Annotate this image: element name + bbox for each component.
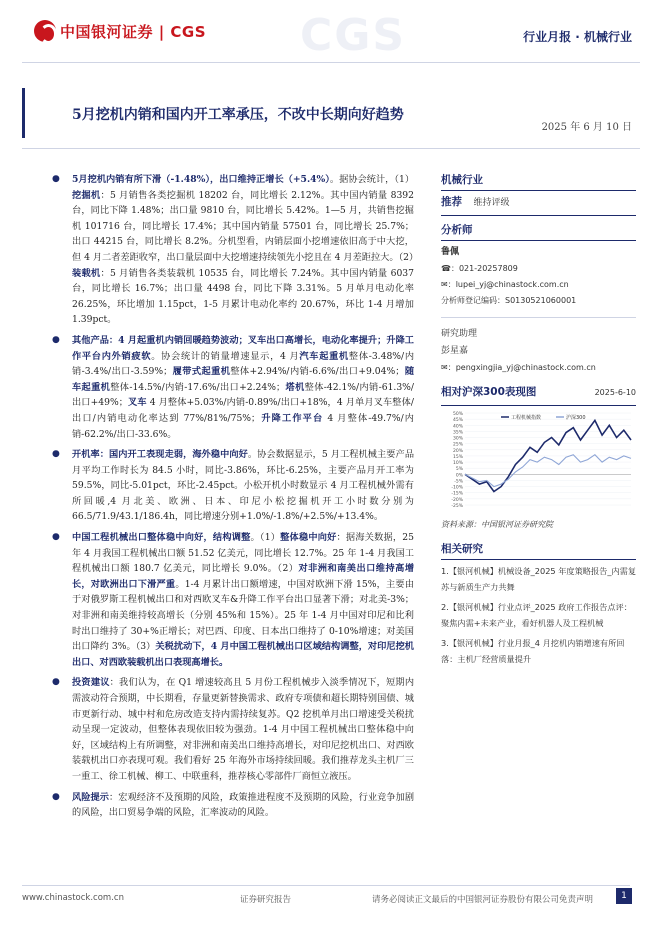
paragraph-operating-rate: ● 开机率：国内开工表现走弱，海外稳中向好。协会数据显示，5 月工程机械主要产品月平均工作时长为 84.5 小时，同比-3.86%，环比-6.25%，主要产品月开工率为 59.5%，同比-5.01pct，环比-2.45pct。小松开机小时数显示 4 月工程机械外需有所回暖,4 月北美、欧洲、日本、印尼小松挖掘机开工小时数分别为 66.5/71.9/43.1/186.4h，同比增速分别+1.0%/-1.8%/+2.5%/+13.4%。	[52, 449, 415, 523]
y-tick-label: 5%	[455, 467, 463, 473]
chart-source: 资料来源：中国银河证券研究院	[441, 520, 553, 529]
brand-logo-icon	[34, 20, 56, 42]
y-tick-label: -20%	[451, 497, 463, 503]
related-heading: 相关研究	[441, 543, 483, 555]
analyst-cert: 分析师登记编码：S0130521060001	[441, 296, 577, 305]
chart-svg	[441, 409, 636, 517]
rating-row	[441, 194, 636, 212]
y-tick-label: 45%	[452, 418, 463, 424]
bullet-icon: ●	[52, 677, 60, 688]
y-tick-label: 20%	[452, 448, 463, 454]
series-line-2	[465, 455, 631, 487]
relative-performance-chart	[441, 409, 636, 517]
assistant-name: 彭星嘉	[441, 346, 469, 356]
legend-label: 沪深300	[566, 415, 586, 421]
paragraph-exports: ● 中国工程机械出口整体稳中向好，结构调整。（1）整体稳中向好：据海关数据，25 年 4 月我国工程机械出口额 51.52 亿美元，同比增长 12.7%。25 年 1-4 月我国工程机械出口额 180.7 亿美元，同比增长 9.0%。（2）对非洲和南美出口维持高增长，对欧洲出口下滑严重。1-4 月累计出口额增速，中国对欧洲下滑 15%，主要由于对俄罗斯工程机械出口和对西欧叉车&升降工作平台出口显著下滑；对北美-3%；对非洲和南美维持较高增长（分别 45%和 15%）。25 年 1-4 月中国对印尼和比利时出口维持了 30+%正增长；对巴西、印度、日本出口维持了 0-10%增速；对美国出口降约 3%。（3）关税扰动下，4 月中国工程机械出口区域结构调整，对印尼挖机出口、对西欧装载机出口表现高增长。	[52, 532, 415, 668]
report-date: 2025 年 6 月 10 日	[541, 122, 632, 133]
title-divider	[22, 148, 640, 149]
sidebar	[441, 172, 636, 667]
y-tick-label: -25%	[451, 504, 463, 509]
y-tick-label: 50%	[452, 412, 463, 417]
paragraph-excavator: ● 5月挖机内销有所下滑（-1.48%），出口维持正增长（+5.4%）。据协会统计，（1）挖掘机：5 月销售各类挖掘机 18202 台，同比增长 2.12%。其中国内销量 8392 台，同比下降 1.48%；出口量 9810 台，同比增长 5.42%。1—5 月，共销售挖掘机 101716 台，同比增长 17.4%；其中国内销量 57501 台，同比增长 25.7%；出口 44215 台，同比增长 8.2%。分机型看，内销层面小挖增速依旧高于中大挖，但 4 月二者差距收窄，出口量层面中大挖增速持续领先小挖且在 4 月差距拉大。（2）装载机：5 月销售各类装载机 10535 台，同比增长 7.24%。其中国内销量 6037 台，同比增长 16.7%；出口量 4498 台，同比下降 3.31%。5 月单月电动化率 26.25%，环比增加 1.15pct，1-5 月累计电动化率约 20.67%，环比 1-4 月增加 1.39pct。	[52, 174, 419, 326]
footer-site[interactable]: www.chinastock.com.cn	[22, 893, 124, 903]
assistant-email[interactable]: ✉：pengxingjia_yj@chinastock.com.cn	[441, 363, 596, 372]
y-tick-label: -15%	[451, 491, 463, 497]
chart-date: 2025-6-10	[594, 388, 636, 397]
paragraph-other-products: ● 其他产品：4 月起重机内销回暖趋势波动；叉车出口高增长，电动化率提升；升降工作平台内外销疲软。协会统计的销量增速显示，4 月汽车起重机整体-3.48%/内销-3.4%/出口-3.59%；履带式起重机整体+2.94%/内销-6.6%/出口+9.04%；随车起重机整体-14.5%/内销-17.6%/出口+2.24%；塔机整体-42.1%/内销-61.3%/出口+49%；叉车 4 月整体+5.03%/内销-0.89%/出口+18%，4 月单月叉车整体/出口/内销电动化率达到 77%/81%/75%；升降工作平台 4 月整体-49.7%/内销-62.2%/出口-33.6%。	[52, 334, 415, 440]
rating-label: 推荐	[441, 196, 462, 208]
analyst-email[interactable]: ✉：lupei_yj@chinastock.com.cn	[441, 280, 569, 289]
footer-disclaimer: 请务必阅读正文最后的中国银河证券股份有限公司免责声明	[372, 895, 594, 905]
para-heading: 风险提示	[72, 791, 109, 803]
y-tick-label: -10%	[451, 485, 463, 491]
related-report-3[interactable]: 3.【银河机械】行业月报_4 月挖机内销增速有所回落：主机厂经营质量提升	[441, 638, 625, 664]
chart-header	[441, 384, 636, 402]
footer-divider	[22, 885, 630, 886]
page-number: 1	[616, 888, 632, 904]
analyst-name: 鲁佩	[441, 247, 460, 257]
report-title: 5月挖机内销和国内开工率承压，不改中长期向好趋势	[72, 107, 404, 123]
sidebar-divider	[441, 190, 636, 191]
bullet-icon: ●	[52, 791, 60, 802]
header-divider	[22, 62, 640, 63]
analyst-phone: ☎：021-20257809	[441, 264, 518, 273]
chart-title: 相对沪深300表现图	[441, 386, 537, 398]
bullet-icon: ●	[52, 449, 60, 460]
y-tick-label: 35%	[452, 430, 463, 436]
sidebar-divider	[441, 317, 636, 318]
assistant-heading: 研究助理	[441, 329, 478, 339]
bullet-icon: ●	[52, 532, 60, 543]
rating-value: 维持评级	[473, 198, 510, 208]
brand-name: 中国银河证券 | CGS	[60, 23, 207, 41]
related-report-2[interactable]: 2.【银河机械】行业点评_2025 政府工作报告点评：聚焦内需+未来产业，看好机器人及工程机械	[441, 602, 632, 628]
para-heading: 投资建议	[72, 677, 110, 689]
sidebar-divider	[441, 215, 636, 216]
y-tick-label: 10%	[452, 461, 463, 467]
y-tick-label: 15%	[452, 454, 463, 460]
main-content	[46, 172, 419, 826]
y-tick-label: 0%	[455, 473, 463, 479]
para-heading: 其他产品：4 月起重机内销回暖趋势波动；叉车出口高增长，电动化率提升；升降工作平台内外销疲软	[72, 334, 414, 362]
paragraph-risk: ● 风险提示：宏观经济不及预期的风险，政策推进程度不及预期的风险，行业竞争加剧的风险，出口贸易争端的风险，汇率波动的风险。	[52, 791, 415, 819]
sidebar-divider	[441, 240, 636, 241]
report-type: 行业月报 · 机械行业	[523, 30, 632, 44]
header-watermark: CGS	[300, 10, 407, 61]
related-report-1[interactable]: 1.【银河机械】机械设备_2025 年度策略报告_内需复苏与新质生产力共舞	[441, 566, 637, 592]
y-tick-label: -5%	[454, 479, 463, 485]
sidebar-divider	[441, 559, 636, 560]
sidebar-divider	[441, 405, 636, 406]
y-tick-label: 40%	[452, 424, 463, 430]
y-tick-label: 30%	[452, 436, 463, 442]
analyst-heading: 分析师	[441, 224, 473, 236]
page-header	[0, 0, 662, 80]
y-tick-label: 25%	[452, 442, 463, 448]
bullet-icon: ●	[52, 174, 60, 184]
para-heading: 开机率：国内开工表现走弱，海外稳中向好	[72, 449, 248, 461]
paragraph-investment-advice: ● 投资建议：我们认为，在 Q1 增速较高且 5 月份工程机械步入淡季情况下，短期内需波动符合预期，中长期看，存量更新替换需求、政府专项债和超长期特别国债、城市更新行动、城中村和危房改造支持内需持续复苏。Q2 挖机单月出口增速受关税扰动呈现一定波动，但整体表现依旧较为强劲。1-4 月中国工程机械出口整体稳中向好，区域结构上有所调整，对非洲和南美出口维持高增长，对印尼挖机出口、对西欧装载机出口亦表现可观。我们看好 25 年海外市场持续回暖。我们推荐龙头主机厂三一重工、徐工机械、柳工、中联重科，推荐核心零部件厂商恒立液压。	[52, 677, 415, 782]
para-heading: 中国工程机械出口整体稳中向好，结构调整	[72, 532, 251, 544]
title-accent-bar	[22, 88, 25, 138]
sidebar-industry: 机械行业	[441, 174, 483, 186]
legend-label: 工程机械指数	[511, 415, 542, 421]
bullet-icon: ●	[52, 334, 60, 345]
footer-type: 证券研究报告	[240, 895, 292, 905]
para-heading: 5月挖机内销有所下滑（-1.48%），出口维持正增长（+5.4%）	[72, 174, 330, 185]
